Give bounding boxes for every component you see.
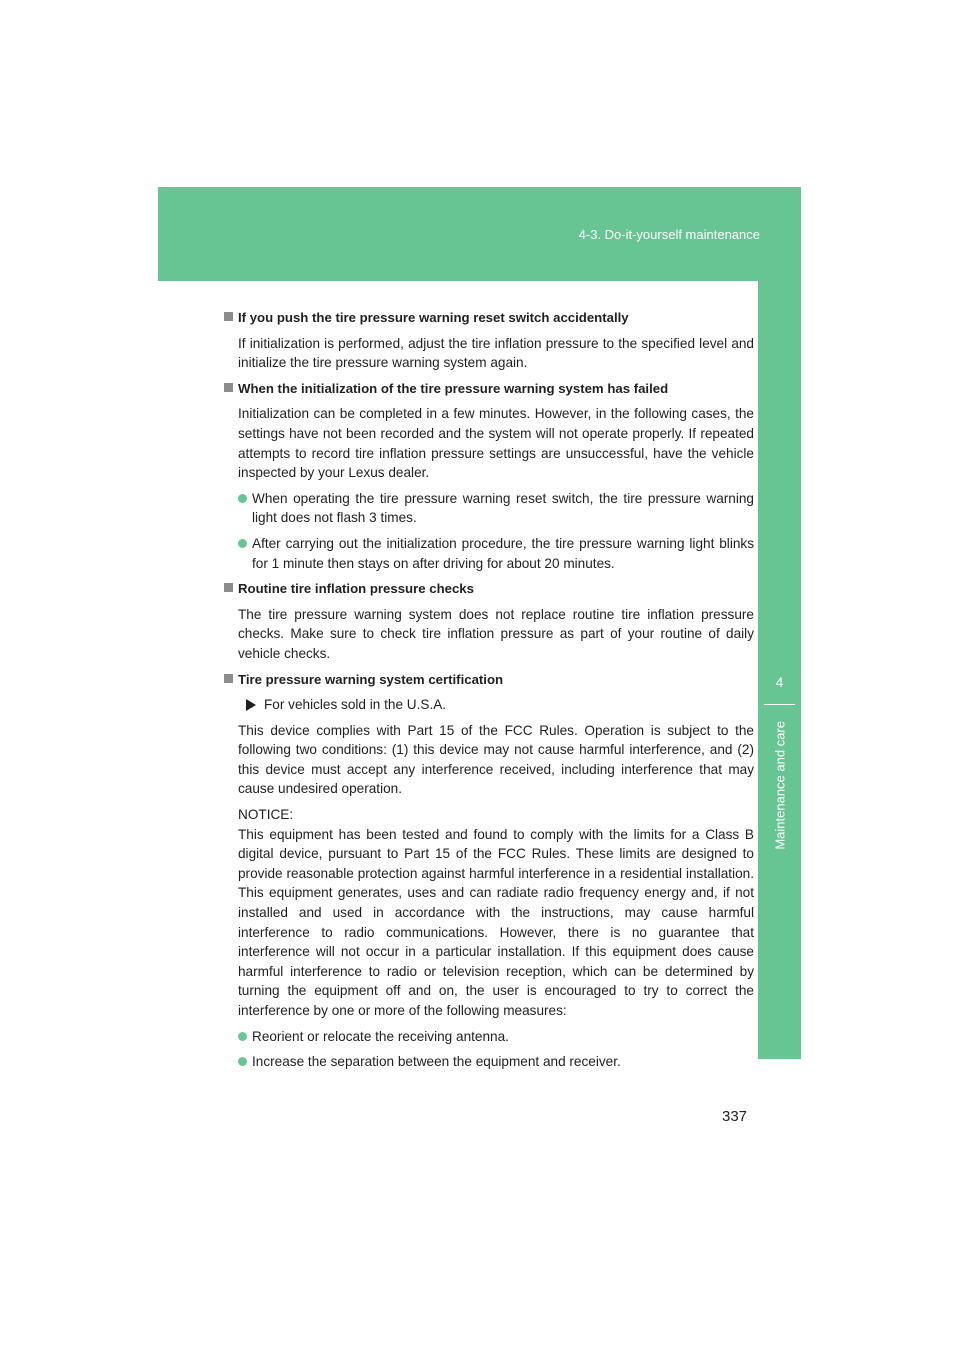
list-item-text: After carrying out the initialization procedure, the tire pressure warning light blinks for 1 minute then stays on after driving for about 20 minutes.	[252, 535, 754, 571]
list-item	[238, 1052, 754, 1072]
region-note	[238, 695, 754, 715]
page-content	[224, 308, 754, 1078]
heading-routine-checks	[224, 579, 754, 599]
list-item-text: Reorient or relocate the receiving antenna.	[252, 1028, 509, 1044]
heading-text: Tire pressure warning system certification	[238, 671, 504, 687]
square-bullet-icon	[224, 312, 233, 321]
list-item	[238, 1027, 754, 1047]
paragraph: If initialization is performed, adjust the tire inflation pressure to the specified level and initialize the tire pressure warning system again.	[238, 335, 754, 371]
chapter-side-tab	[758, 281, 801, 1059]
square-bullet-icon	[224, 583, 233, 592]
square-bullet-icon	[224, 674, 233, 683]
header-band	[158, 187, 801, 281]
tab-divider	[764, 704, 795, 705]
paragraph: This device complies with Part 15 of the FCC Rules. Operation is subject to the following two conditions: (1) this device may not cause harmful interference, and (2) this device must accept any interference received, including interference that may cause undesired operation.	[238, 722, 754, 797]
circle-bullet-icon	[238, 1057, 247, 1066]
list-item-text: Increase the separation between the equipment and receiver.	[252, 1054, 621, 1070]
chapter-number: 4	[775, 674, 784, 690]
list-item-text: When operating the tire pressure warning reset switch, the tire pressure warning light does not flash 3 times.	[252, 490, 754, 526]
list-item	[238, 534, 754, 573]
section-title: 4-3. Do-it-yourself maintenance	[578, 227, 760, 242]
notice-paragraph: This equipment has been tested and found to comply with the limits for a Class B digital device, pursuant to Part 15 of the FCC Rules. These limits are designed to provide reasonable protection against harmful interference in a residential installation. This equipment generates, uses and can radiate radio frequency energy and, if not installed and used in accordance with the instructions, may cause harmful interference to radio communications. However, there is no guarantee that interference will not occur in a particular installation. If this equipment does cause harmful interference to radio or television reception, which can be determined by turning the equipment off and on, the user is encouraged to try to correct the interference by one or more of the following measures:	[238, 826, 754, 1018]
heading-certification	[224, 670, 754, 690]
arrow-right-icon	[246, 699, 256, 711]
heading-initialization-failed	[224, 379, 754, 399]
heading-text: When the initialization of the tire pressure warning system has failed	[238, 380, 669, 396]
paragraph: Initialization can be completed in a few minutes. However, in the following cases, the settings have not been recorded and the system will not operate properly. If repeated attempts to record tire inflation pressure settings are unsuccessful, have the vehicle inspected by your Lexus dealer.	[238, 406, 754, 481]
region-note-text: For vehicles sold in the U.S.A.	[264, 697, 447, 713]
heading-text: Routine tire inflation pressure checks	[238, 581, 474, 597]
chapter-label: Maintenance and care	[772, 721, 787, 850]
paragraph: The tire pressure warning system does not replace routine tire inflation pressure checks. Make sure to check tire inflation pressure as part of your routine of daily vehicle checks.	[238, 606, 754, 661]
heading-text: If you push the tire pressure warning reset switch accidentally	[238, 310, 629, 325]
circle-bullet-icon	[238, 539, 247, 548]
circle-bullet-icon	[238, 1032, 247, 1041]
notice-title: NOTICE:	[238, 807, 294, 823]
circle-bullet-icon	[238, 494, 247, 503]
heading-reset-switch	[224, 308, 754, 328]
square-bullet-icon	[224, 383, 233, 392]
page-number: 337	[722, 1108, 748, 1125]
list-item	[238, 489, 754, 528]
